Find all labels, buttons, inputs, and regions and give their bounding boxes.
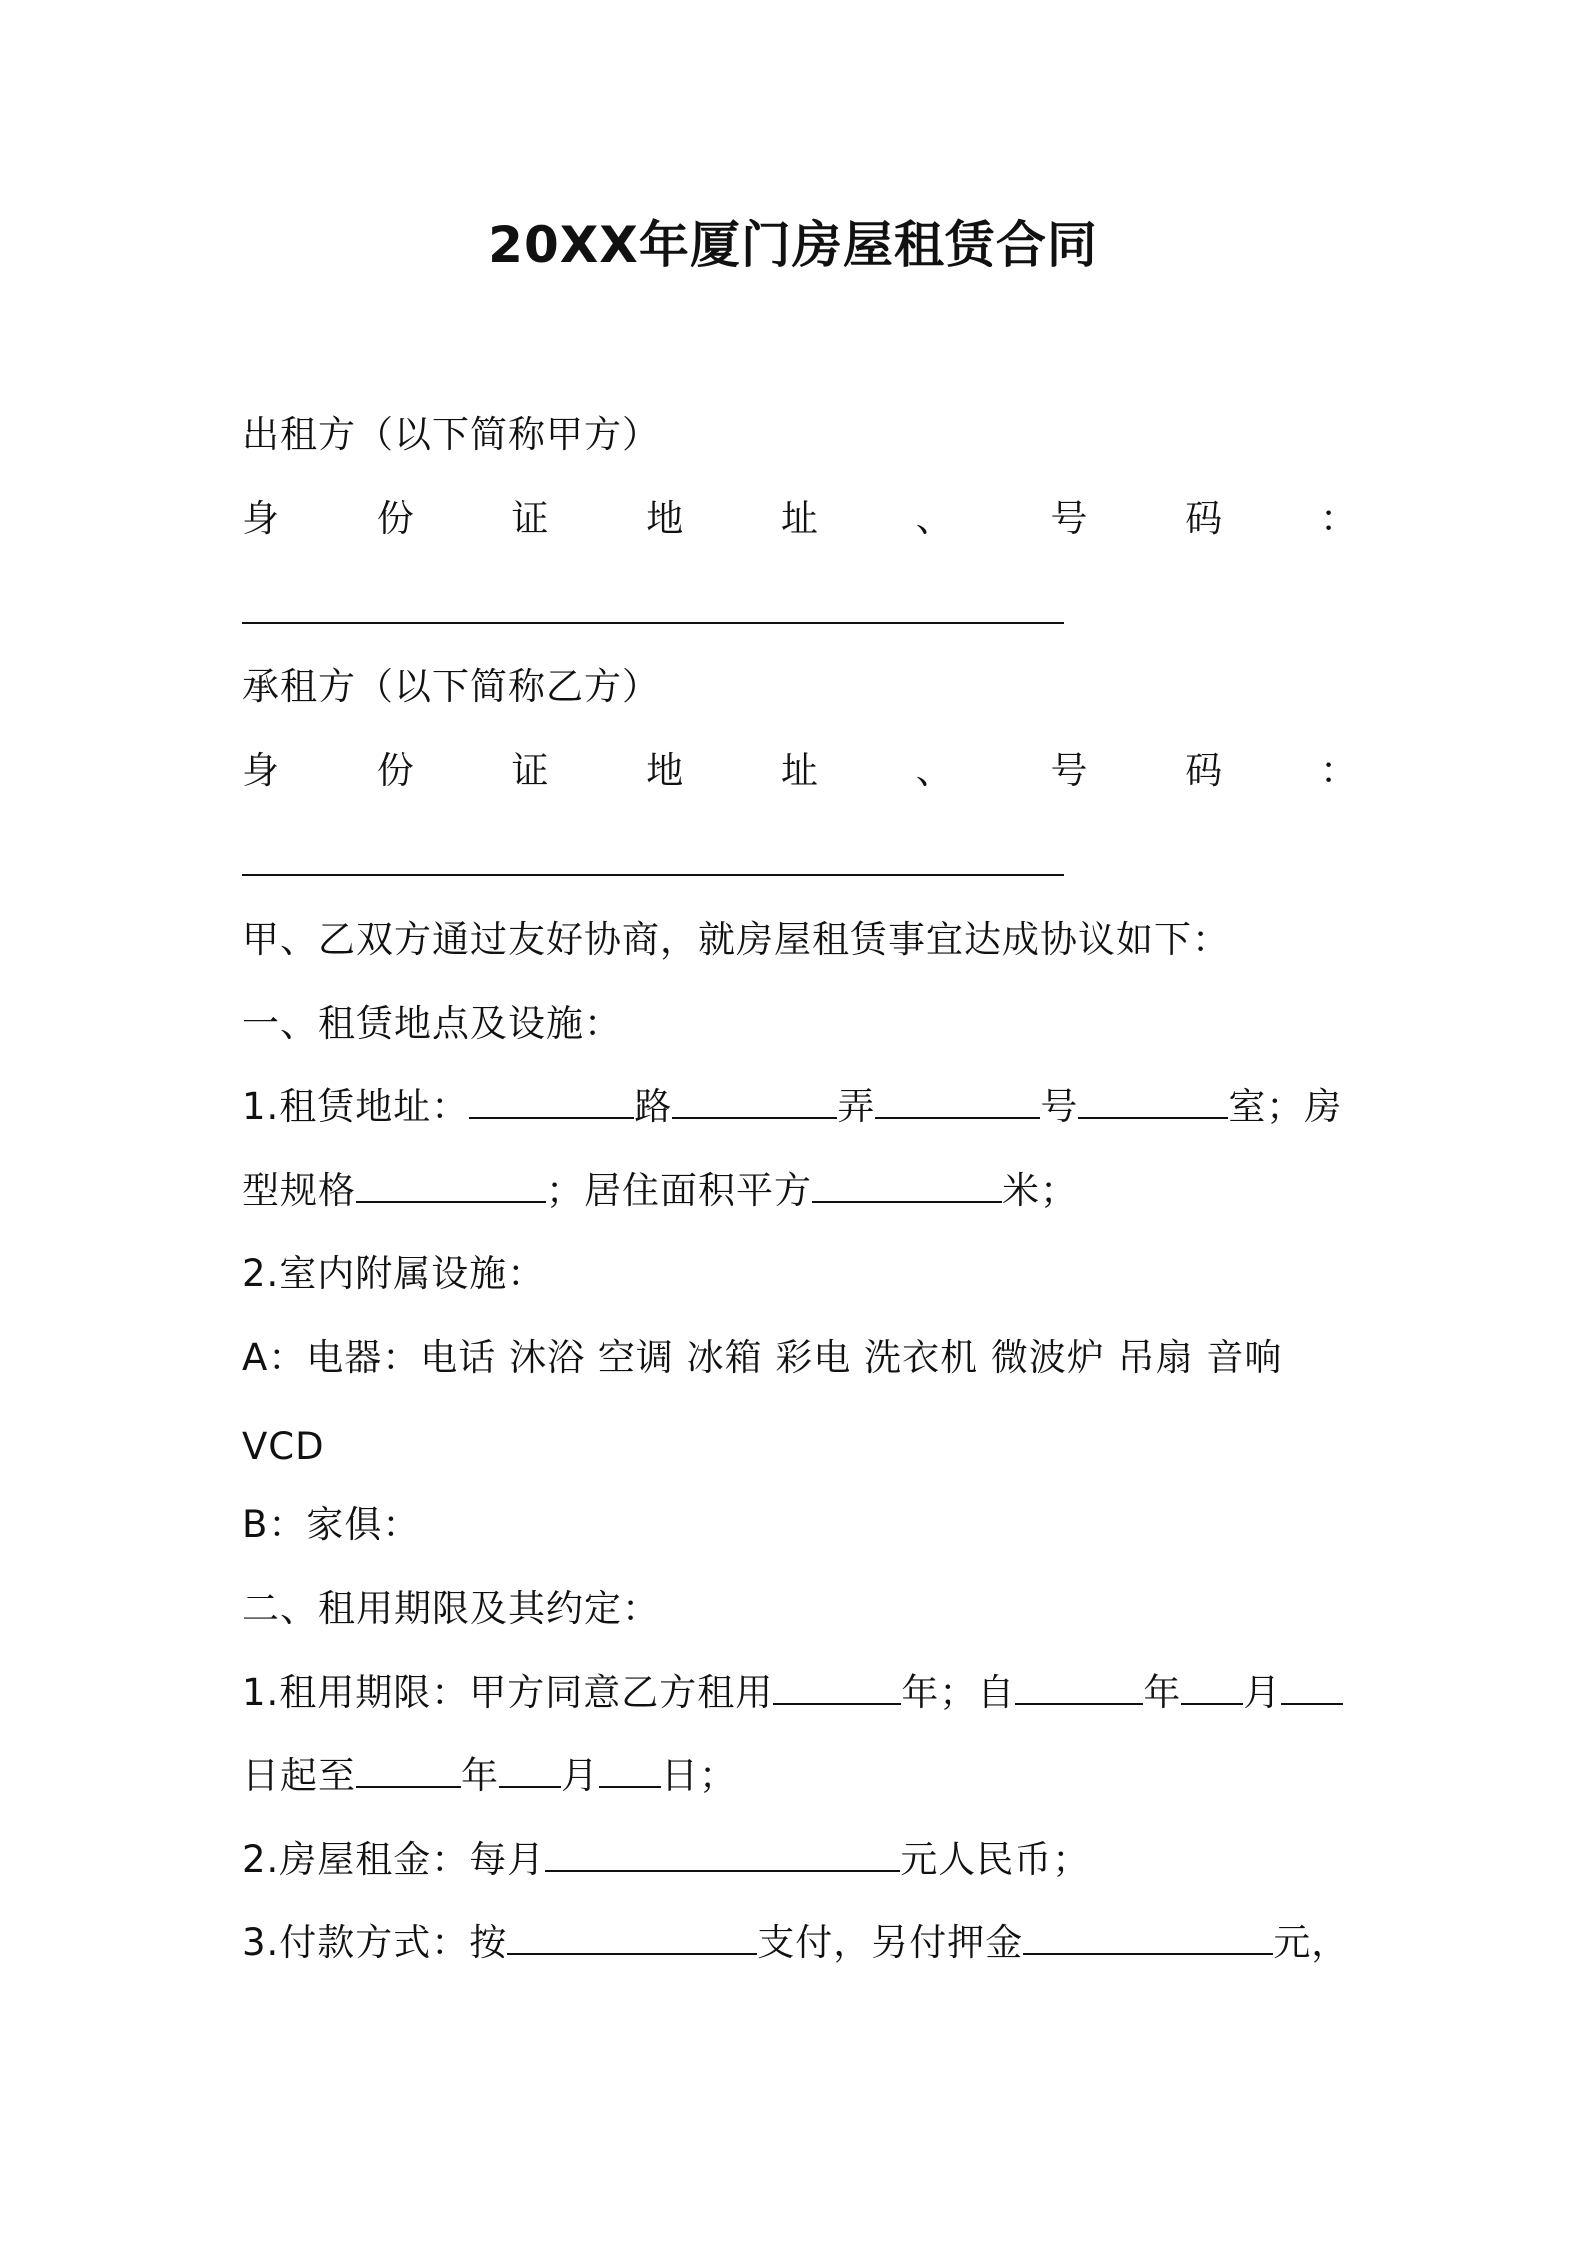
rental-address-label: 1.租赁地址： <box>242 1085 470 1128</box>
house-type-blank <box>356 1167 546 1203</box>
section-1-heading: 一、租赁地点及设施： <box>242 1002 622 1045</box>
road-blank <box>469 1083 634 1119</box>
start-year-label: 年 <box>1143 1671 1182 1714</box>
lease-years-label: 年；自 <box>901 1671 1016 1714</box>
end-year-label: 年 <box>461 1754 499 1797</box>
lessee-id-char: 身 <box>242 749 280 792</box>
section-2-heading: 二、租用期限及其约定： <box>242 1587 660 1630</box>
appliances-continued: VCD <box>242 1425 325 1468</box>
end-month-label: 月 <box>561 1754 599 1797</box>
area-blank <box>812 1167 1002 1203</box>
rent-label: 2.房屋租金：每月 <box>242 1838 546 1881</box>
house-type-label: 型规格 <box>242 1169 356 1212</box>
rent-unit: 元人民币； <box>900 1838 1091 1881</box>
end-day-label: 日； <box>661 1754 737 1797</box>
lease-years-blank <box>773 1669 901 1705</box>
lessee-id-char: 、 <box>915 749 954 792</box>
start-year-blank <box>1015 1669 1143 1705</box>
road-label: 路 <box>634 1085 673 1128</box>
end-year-blank <box>356 1752 461 1788</box>
lessor-label: 出租方（以下简称甲方） <box>242 413 660 456</box>
start-day-label: 日起至 <box>242 1754 356 1797</box>
lessee-id-char: 份 <box>376 749 415 792</box>
room-blank <box>1078 1083 1228 1119</box>
area-unit: 米； <box>1002 1169 1078 1212</box>
lessor-id-char: 地 <box>646 497 685 540</box>
agreement-intro: 甲、乙双方通过友好协商，就房屋租赁事宜达成协议如下： <box>242 918 1230 961</box>
payment-line <box>242 1918 1358 1968</box>
lessee-id-blank <box>242 874 1064 876</box>
start-day-blank <box>1281 1669 1343 1705</box>
lessee-label: 承租方（以下简称乙方） <box>242 665 660 708</box>
lessee-id-address-line <box>242 746 1358 796</box>
rent-line <box>242 1835 1358 1885</box>
deposit-label: 支付，另付押金 <box>757 1921 1024 1964</box>
lessee-id-char: 号 <box>1050 749 1089 792</box>
lessee-id-char: ： <box>1320 749 1358 792</box>
lessor-id-char: 身 <box>242 497 280 540</box>
number-blank <box>875 1083 1040 1119</box>
lease-term-line <box>242 1668 1358 1718</box>
lessor-id-char: ： <box>1320 497 1358 540</box>
lessor-id-char: 码 <box>1185 497 1224 540</box>
house-type-line <box>242 1166 1358 1216</box>
appliances-line: A：电器：电话 沐浴 空调 冰箱 彩电 洗衣机 微波炉 吊扇 音响 <box>242 1336 1283 1379</box>
lessor-id-char: 、 <box>915 497 954 540</box>
lessor-id-blank <box>242 622 1064 624</box>
start-month-label: 月 <box>1243 1671 1282 1714</box>
payment-period-blank <box>507 1919 757 1955</box>
start-month-blank <box>1181 1669 1243 1705</box>
lessor-id-address-line <box>242 494 1358 544</box>
lessor-id-char: 份 <box>376 497 415 540</box>
document-title: 20XX年厦门房屋租赁合同 <box>488 216 1098 274</box>
lessee-id-char: 址 <box>781 749 819 792</box>
lessor-id-char: 证 <box>511 497 550 540</box>
area-label: ；居住面积平方 <box>546 1169 812 1212</box>
deposit-unit: 元， <box>1273 1921 1350 1964</box>
facilities-heading: 2.室内附属设施： <box>242 1252 546 1295</box>
deposit-amount-blank <box>1023 1919 1273 1955</box>
lessee-id-char: 地 <box>646 749 685 792</box>
end-month-blank <box>499 1752 561 1788</box>
number-label: 号 <box>1040 1085 1079 1128</box>
lessee-id-char: 证 <box>511 749 550 792</box>
lessor-id-char: 号 <box>1050 497 1089 540</box>
lane-label: 弄 <box>837 1085 876 1128</box>
lease-end-line <box>242 1751 1358 1801</box>
lane-blank <box>672 1083 837 1119</box>
rental-address-line <box>242 1082 1358 1132</box>
rent-amount-blank <box>545 1836 900 1872</box>
room-label: 室；房 <box>1228 1085 1343 1128</box>
end-day-blank <box>599 1752 661 1788</box>
lease-term-label: 1.租用期限：甲方同意乙方租用 <box>242 1671 774 1714</box>
lessee-id-char: 码 <box>1185 749 1224 792</box>
lessor-id-char: 址 <box>781 497 819 540</box>
furniture-line: B：家俱： <box>242 1503 421 1546</box>
payment-label: 3.付款方式：按 <box>242 1921 508 1964</box>
